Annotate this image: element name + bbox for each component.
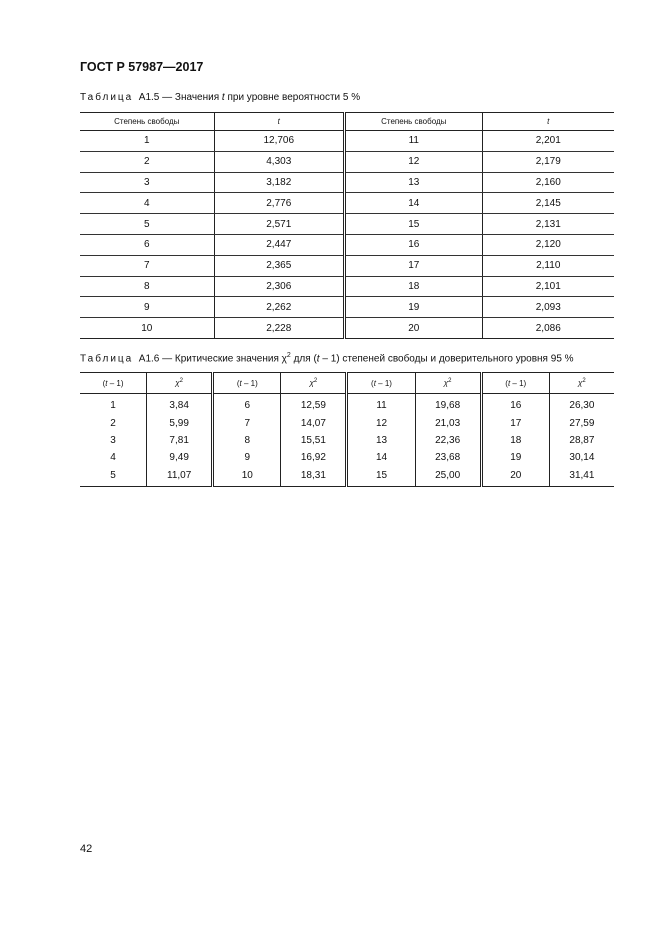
table-row	[80, 297, 614, 318]
chi-square-value-cell: 14,07	[281, 414, 347, 431]
table-row	[80, 255, 614, 276]
caption-text-post: – 1) степеней свободы и доверительного уровня 95 %	[319, 353, 574, 365]
page-number: 42	[80, 843, 93, 855]
col-header-dof: (t – 1)	[347, 373, 415, 394]
dof-cell: 14	[345, 193, 482, 214]
table-a16-caption	[80, 352, 574, 364]
table-row	[80, 467, 614, 487]
dof-cell: 4	[80, 193, 214, 214]
dof-cell: 7	[213, 414, 281, 431]
document-header: ГОСТ Р 57987—2017	[80, 60, 204, 74]
caption-label: Таблица	[80, 92, 134, 103]
dof-cell: 2	[110, 417, 116, 429]
dof-cell: 10	[213, 467, 281, 487]
chi-square-value-cell: 21,03	[415, 414, 481, 431]
t-value-cell: 2,160	[482, 172, 614, 193]
dof-cell: 3	[110, 434, 116, 446]
t-value-cell: 2,201	[482, 131, 614, 152]
dof-cell: 1	[110, 400, 116, 412]
chi-square-value-cell: 5,99	[147, 414, 213, 431]
t-value-cell: 2,179	[482, 151, 614, 172]
col-header-dof: (t – 1)	[213, 373, 281, 394]
dof-cell: 5	[80, 214, 214, 235]
caption-number: А1.6	[138, 353, 160, 365]
dof-cell: 4	[110, 452, 116, 464]
dof-cell: 7	[80, 255, 214, 276]
dof-cell: 18	[345, 276, 482, 297]
caption-text: — Значения	[159, 92, 222, 103]
dof-cell: 5	[80, 467, 147, 487]
chi-square-value-cell: 26,30	[549, 394, 614, 415]
dof-cell: 1	[80, 131, 214, 152]
dof-cell: 6	[80, 234, 214, 255]
chi-square-value-cell: 23,68	[415, 449, 481, 466]
table-row	[80, 172, 614, 193]
table-row	[80, 394, 614, 415]
chi-square-value-cell: 15,51	[281, 432, 347, 449]
t-value-cell: 2,447	[214, 234, 345, 255]
dof-cell: 15	[347, 467, 415, 487]
t-value-cell: 2,306	[214, 276, 345, 297]
dof-cell: 17	[345, 255, 482, 276]
dof-cell: 19	[345, 297, 482, 318]
t-value-cell: 2,101	[482, 276, 614, 297]
t-value-cell: 12,706	[214, 131, 345, 152]
chi-square-value-cell: 3,84	[147, 394, 213, 415]
col-header-dof: (t – 1)	[80, 373, 147, 394]
dof-cell: 13	[347, 432, 415, 449]
dof-cell: 9	[213, 449, 281, 466]
t-value-cell: 2,093	[482, 297, 614, 318]
table-row	[80, 432, 614, 449]
chi-square-value-cell: 7,81	[147, 432, 213, 449]
t-value-cell: 2,262	[214, 297, 345, 318]
col-header-t: t	[214, 113, 345, 131]
table-a15	[80, 112, 614, 339]
dof-cell: 19	[481, 449, 549, 466]
caption-var: t	[221, 92, 225, 103]
caption-text-mid: для (	[290, 353, 317, 365]
t-value-cell: 3,182	[214, 172, 345, 193]
dof-cell: 10	[80, 318, 214, 339]
dof-cell: 14	[347, 449, 415, 466]
col-header-dof: Степень свободы	[345, 113, 482, 131]
dof-cell: 16	[481, 394, 549, 415]
dof-cell: 11	[345, 131, 482, 152]
caption-sup: 2	[286, 352, 291, 359]
col-header-chi-square: $\chi^2$	[147, 373, 213, 394]
t-value-cell: 2,120	[482, 234, 614, 255]
chi-square-value-cell: 12,59	[281, 394, 347, 415]
chi-square-value-cell: 18,31	[281, 467, 347, 487]
dof-cell: 8	[213, 432, 281, 449]
col-header-dof: (t – 1)	[481, 373, 549, 394]
t-value-cell: 2,776	[214, 193, 345, 214]
dof-cell: 3	[80, 172, 214, 193]
dof-cell: 18	[481, 432, 549, 449]
table-row	[80, 318, 614, 339]
caption-text-post: при уровне вероятности 5 %	[224, 92, 361, 103]
chi-square-value-cell: 22,36	[415, 432, 481, 449]
col-header-chi-square: $\chi^2$	[549, 373, 614, 394]
chi-square-value-cell: 27,59	[549, 414, 614, 431]
table-row	[80, 214, 614, 235]
table-a15-caption	[80, 92, 360, 103]
table-row	[80, 151, 614, 172]
table-row	[80, 449, 614, 466]
dof-cell: 12	[345, 151, 482, 172]
chi-square-value-cell: 11,07	[147, 467, 213, 487]
t-value-cell: 2,145	[482, 193, 614, 214]
chi-square-value-cell: 9,49	[147, 449, 213, 466]
chi-square-value-cell: 25,00	[415, 467, 481, 487]
caption-var: t	[316, 353, 320, 365]
table-row	[80, 131, 614, 152]
t-value-cell: 2,571	[214, 214, 345, 235]
dof-cell: 17	[481, 414, 549, 431]
t-value-cell: 2,131	[482, 214, 614, 235]
table-row	[80, 234, 614, 255]
table-row	[80, 193, 614, 214]
t-value-cell: 2,228	[214, 318, 345, 339]
dof-cell: 9	[80, 297, 214, 318]
chi-square-value-cell: 30,14	[549, 449, 614, 466]
col-header-t: t	[482, 113, 614, 131]
dof-cell: 13	[345, 172, 482, 193]
table-header-row	[80, 373, 614, 394]
t-value-cell: 2,365	[214, 255, 345, 276]
table-a16	[80, 372, 614, 487]
chi-square-value-cell: 19,68	[415, 394, 481, 415]
caption-label: Таблица	[80, 353, 134, 365]
col-header-chi-square: $\chi^2$	[415, 373, 481, 394]
dof-cell: 2	[80, 151, 214, 172]
table-row	[80, 414, 614, 431]
chi-square-value-cell: 31,41	[549, 467, 614, 487]
table-row	[80, 276, 614, 297]
dof-cell: 20	[481, 467, 549, 487]
dof-cell: 6	[213, 394, 281, 415]
dof-cell: 20	[345, 318, 482, 339]
dof-cell: 11	[347, 394, 415, 415]
table-header-row	[80, 113, 614, 131]
dof-cell: 15	[345, 214, 482, 235]
caption-text: — Критические значения χ	[159, 353, 287, 365]
col-header-dof: Степень свободы	[80, 113, 214, 131]
dof-cell: 16	[345, 234, 482, 255]
col-header-chi-square: $\chi^2$	[281, 373, 347, 394]
chi-square-value-cell: 28,87	[549, 432, 614, 449]
chi-square-value-cell: 16,92	[281, 449, 347, 466]
t-value-cell: 2,086	[482, 318, 614, 339]
t-value-cell: 2,110	[482, 255, 614, 276]
caption-number: А1.5	[138, 92, 160, 103]
dof-cell: 12	[347, 414, 415, 431]
dof-cell: 8	[80, 276, 214, 297]
t-value-cell: 4,303	[214, 151, 345, 172]
